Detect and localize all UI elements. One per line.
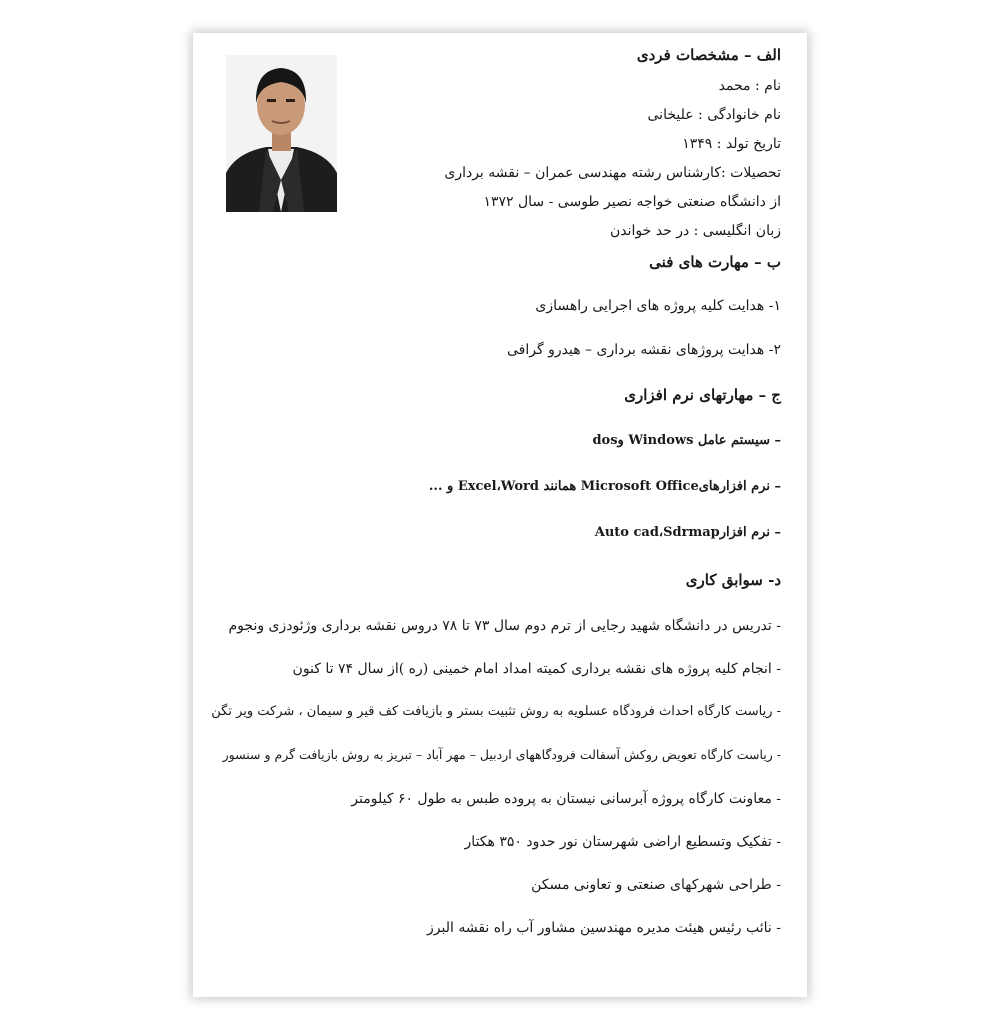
experience-item: - ریاست کارگاه احداث فرودگاه عسلویه به روش تثبیت بستر و بازیافت کف قیر و سیمان ، شرکت ویر تگن bbox=[211, 704, 781, 719]
software-item: – نرم افزارهایMicrosoft Office همانند Excel،Word و ... bbox=[428, 479, 781, 494]
technical-item: ۱- هدایت کلیه پروژه های اجرایی راهسازی bbox=[535, 298, 781, 314]
experience-item: - طراحی شهرکهای صنعتی و تعاونی مسکن bbox=[531, 877, 781, 893]
software-item: – نرم افزارAuto cad،Sdrmap bbox=[594, 525, 781, 540]
software-item: – سیستم عامل Windows وdos bbox=[592, 433, 781, 448]
university-line: از دانشگاه صنعتی خواجه نصیر طوسی - سال ۱۳۷۲ bbox=[483, 194, 781, 210]
name-line: نام : محمد bbox=[718, 78, 781, 94]
birth-line: تاریخ تولد : ۱۳۴۹ bbox=[682, 136, 781, 152]
personal-heading: الف – مشخصات فردی bbox=[636, 46, 781, 64]
education-line: تحصیلات :کارشناس رشته مهندسی عمران – نقشه برداری bbox=[444, 165, 781, 181]
experience-item: - معاونت کارگاه پروژه آبرسانی نیستان به پروده طبس به طول ۶۰ کیلومتر bbox=[351, 791, 781, 807]
experience-item: - ریاست کارگاه تعویض روکش آسفالت فرودگاههای اردبیل – مهر آباد – تبریز به روش بازیافت گرم و سنسور bbox=[222, 747, 781, 762]
profile-photo bbox=[226, 55, 337, 212]
experience-item: - تفکیک وتسطیع اراضی شهرستان نور حدود ۳۵۰ هکتار bbox=[464, 834, 781, 850]
experience-item: - نائب رئیس هیئت مدیره مهندسین مشاور آب راه نقشه البرز bbox=[427, 920, 781, 936]
technical-item: ۲- هدایت پروژهای نقشه برداری – هیدرو گرافی bbox=[507, 342, 781, 358]
experience-item: - انجام کلیه پروژه های نقشه برداری کمیته امداد امام خمینی (ره )از سال ۷۴ تا کنون bbox=[292, 661, 781, 677]
family-line: نام خانوادگی : علیخانی bbox=[647, 107, 781, 123]
profile-photo-image bbox=[226, 55, 337, 212]
experience-heading: د- سوابق کاری bbox=[685, 571, 781, 589]
english-line: زبان انگلیسی : در حد خواندن bbox=[609, 223, 781, 239]
experience-item: - تدریس در دانشگاه شهید رجایی از ترم دوم سال ۷۳ تا ۷۸ دروس نقشه برداری وژئودزی ونجوم bbox=[228, 618, 781, 634]
software-heading: ج – مهارتهای نرم افزاری bbox=[624, 386, 781, 404]
technical-heading: ب – مهارت های فنی bbox=[649, 253, 781, 271]
